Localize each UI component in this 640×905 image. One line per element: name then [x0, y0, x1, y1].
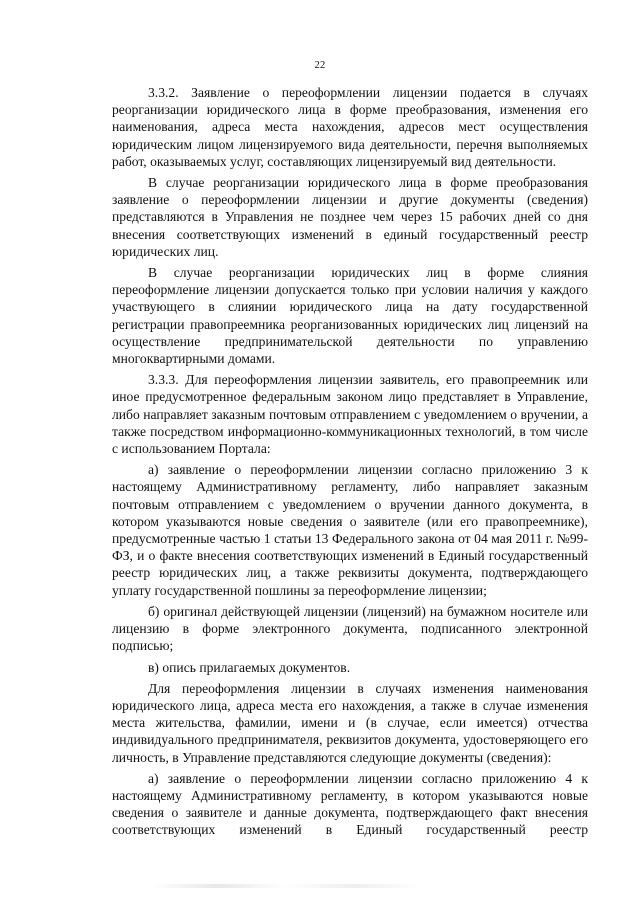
- list-item-c: в) опись прилагаемых документов.: [148, 659, 351, 675]
- document-body: [112, 84, 588, 843]
- paragraph-merger: В случае реорганизации юридических лиц в форме слияния переоформление лицензии допускается только при условии наличия у каждого участвующего в слиянии юридического лица на дату государственной регистрации правопреемника реорганизованных юридических лиц лицензий на осуществление предпринимательской деятельности по управлению многоквартирными домами.: [112, 265, 588, 367]
- page-number: 22: [314, 60, 326, 71]
- scan-artifact: [150, 884, 490, 888]
- list-item-a: а) заявление о переоформлении лицензии согласно приложению 3 к настоящему Административному регламенту, либо направляет заказным почтовым отправлением с уведомлением о вручении данного документа, в котором указываются новые сведения о заявителе (или его правопреемнике), предусмотренные частью 1 статьи 13 Федерального закона от 04 мая 2011 г. №99-ФЗ, и о факте внесения соответствующих изменений в Единый государственный реестр юридических лиц, а также реквизиты документа, подтверждающего уплату государственной пошлины за переоформление лицензии;: [112, 462, 588, 598]
- paragraph-name-change: Для переоформления лицензии в случаях изменения наименования юридического лица, адреса места его нахождения, а также в случае изменения места жительства, фамилии, имени и (в случае, если имеется) отчества индивидуального предпринимателя, реквизитов документа, удостоверяющего его личность, в Управление представляются следующие документы (сведения):: [112, 680, 588, 765]
- paragraph-transformation: В случае реорганизации юридического лица в форме преобразования заявление о переоформлении лицензии и другие документы (сведения) представляются в Управления не позднее чем через 15 рабочих дней со дня внесения соответствующих изменений в единый государственный реестр юридических лиц.: [112, 175, 588, 259]
- paragraph-3-3-3: 3.3.3. Для переоформления лицензии заявитель, его правопреемник или иное предусмотренное федеральным законом лицо представляет в Управление, либо направляет заказным почтовым отправлением с уведомлением о вручении, а также посредством информационно-коммуникационных технологий, в том числе с использованием Портала:: [112, 372, 588, 457]
- paragraph-3-3-2: 3.3.2. Заявление о переоформлении лицензии подается в случаях реорганизации юридического лица в форме преобразования, изменения его наименования, адреса места нахождения, адресов мест осуществления юридическим лицом лицензируемого вида деятельности, перечня выполняемых работ, оказываемых услуг, составляющих лицензируемый вид деятельности.: [112, 85, 588, 169]
- list-item-b: б) оригинал действующей лицензии (лицензий) на бумажном носителе или лицензию в форме электронного документа, подписанного электронной подписью;: [112, 603, 588, 654]
- list-item-a-second: а) заявление о переоформлении лицензии согласно приложению 4 к настоящему Административному регламенту, в котором указываются новые сведения о заявителе и данные документа, подтверждающего факт внесения соответствующих изменений в Единый государственный реестр: [112, 770, 588, 838]
